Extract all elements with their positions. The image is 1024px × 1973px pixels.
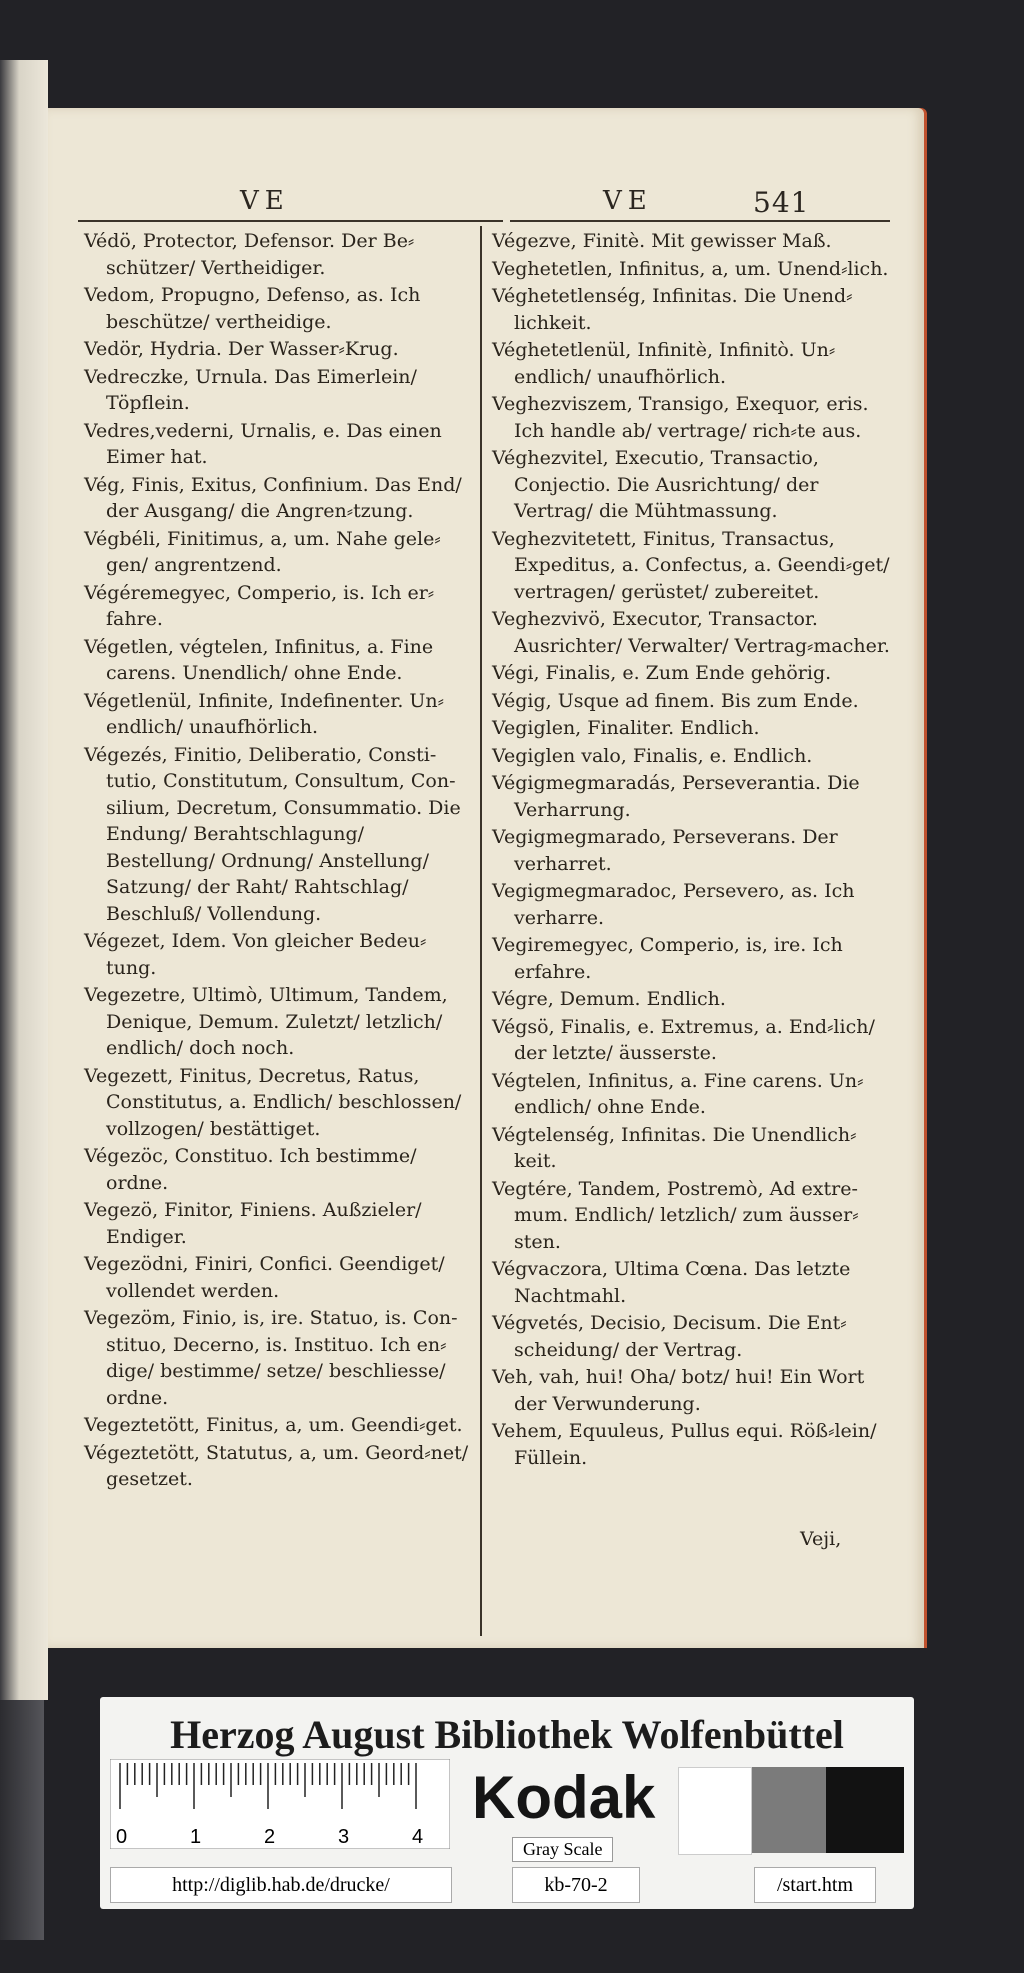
column-divider <box>480 226 482 1636</box>
dictionary-entry: Végre, Demum. Endlich. <box>492 988 726 1010</box>
source-url: http://diglib.hab.de/drucke/ <box>110 1867 452 1903</box>
dictionary-entry: Végetlenül, Infinite, Indefinenter. Un⸗endlich/ unaufhörlich. <box>84 689 444 738</box>
ruler-mark: 2 <box>264 1826 276 1848</box>
running-head-left: VE <box>240 186 290 216</box>
book-page <box>48 108 924 1648</box>
dictionary-entry: Végezés, Finitio, Deliberatio, Consti-tutio, Constitutum, Consultum, Con-silium, Decretum, Consummatio. Die Endung/ Berahtschlagung/ Bestellung/ Ordnung/ Anstellung/ Satzung/ der Raht/ Rahtschlag/ Beschluß/ Vollendung. <box>84 743 461 925</box>
dictionary-entry: Végezet, Idem. Von gleicher Bedeu⸗tung. <box>84 930 427 979</box>
gray-swatch <box>752 1767 826 1853</box>
gray-scale-label: Gray Scale <box>512 1837 613 1862</box>
dictionary-entry: Vedres,vederni, Urnalis, e. Das einen Eimer hat. <box>84 419 442 468</box>
dictionary-entry: Végtelen, Infinitus, a. Fine carens. Un⸗endlich/ ohne Ende. <box>492 1069 864 1118</box>
dictionary-entry: Vegezetre, Ultimò, Ultimum, Tandem, Denique, Demum. Zuletzt/ letzlich/ endlich/ doch noch. <box>84 984 448 1059</box>
dictionary-entry: Véghetetlenség, Infinitas. Die Unend⸗lichkeit. <box>492 285 853 334</box>
adjacent-page-edge <box>0 60 48 1700</box>
dictionary-entry: Végig, Usque ad finem. Bis zum Ende. <box>492 689 859 712</box>
dictionary-entry: Végbéli, Finitimus, a, um. Nahe gele⸗gen/ angrentzend. <box>84 527 441 576</box>
dictionary-entry: Végetlen, végtelen, Infinitus, a. Fine carens. Unendlich/ ohne Ende. <box>84 635 434 684</box>
dictionary-entry: Vegiglen valo, Finalis, e. Endlich. <box>492 744 813 767</box>
catchword: Veji, <box>800 1528 842 1550</box>
black-swatch <box>826 1767 904 1853</box>
dictionary-entry: Vegiglen, Finaliter. Endlich. <box>492 717 760 739</box>
header-rule-right <box>510 220 890 222</box>
white-swatch <box>678 1767 752 1855</box>
dictionary-entry: Vegigmegmarado, Perseverans. Der verharret. <box>492 826 838 875</box>
dictionary-entry: Végsö, Finalis, e. Extremus, a. End⸗lich/ der letzte/ äusserste. <box>492 1015 875 1064</box>
ruler-mark: 4 <box>412 1826 424 1848</box>
dictionary-entry: Vedom, Propugno, Defenso, as. Ich beschütze/ vertheidige. <box>84 284 421 333</box>
dictionary-entry: Veghezviszem, Transigo, Exequor, eris. Ich handle ab/ vertrage/ rich⸗te aus. <box>492 393 869 442</box>
dictionary-entry: Vegiremegyec, Comperio, is, ire. Ich erfahre. <box>492 934 843 983</box>
dictionary-entry: Vegezödni, Finiri, Confici. Geendiget/ vollendet werden. <box>84 1253 445 1302</box>
dictionary-entry: Véghezvitel, Executio, Transactio, Conjectio. Die Ausrichtung/ der Vertrag/ die Mühtmassung. <box>492 447 819 522</box>
color-target-card <box>100 1697 914 1909</box>
dictionary-entry: Végvetés, Decisio, Decisum. Die Ent⸗scheidung/ der Vertrag. <box>492 1312 847 1361</box>
dictionary-entry: Veghetetlen, Infinitus, a, um. Unend⸗lich. <box>492 257 889 280</box>
start-page-label: /start.htm <box>754 1867 876 1903</box>
dictionary-entry: Veghezvivö, Executor, Transactor. Ausrichter/ Verwalter/ Vertrag⸗macher. <box>492 608 890 657</box>
left-column <box>84 228 472 1494</box>
running-head-right: VE <box>603 186 653 216</box>
dictionary-entry: Vedreczke, Urnula. Das Eimerlein/ Töpflein. <box>84 365 417 414</box>
ruler-scale <box>110 1759 450 1849</box>
dictionary-entry: Vedör, Hydria. Der Wasser⸗Krug. <box>84 338 399 360</box>
header-rule-left <box>78 220 503 222</box>
page-number: 541 <box>753 186 810 219</box>
dictionary-entry: Végéremegyec, Comperio, is. Ich er⸗fahre. <box>84 581 435 630</box>
dictionary-entry: Vegezett, Finitus, Decretus, Ratus, Constitutus, a. Endlich/ beschlossen/ vollzogen/ bestättiget. <box>84 1064 462 1140</box>
library-name: Herzog August Bibliothek Wolfenbüttel <box>170 1712 844 1757</box>
dictionary-entry: Végi, Finalis, e. Zum Ende gehörig. <box>492 662 832 684</box>
dictionary-entry: Vegigmegmaradoc, Persevero, as. Ich verharre. <box>492 880 855 929</box>
dictionary-entry: Végeztetött, Statutus, a, um. Geord⸗net/ gesetzet. <box>84 1441 469 1490</box>
ruler-mark: 1 <box>190 1826 202 1848</box>
book-spine-shadow <box>0 1700 44 1940</box>
dictionary-entry: Végigmegmaradás, Perseverantia. Die Verharrung. <box>492 772 860 821</box>
kodak-logo: Kodak <box>472 1764 656 1831</box>
dictionary-entry: Végezve, Finitè. Mit gewisser Maß. <box>492 230 832 252</box>
dictionary-entry: Végvaczora, Ultima Cœna. Das letzte Nachtmahl. <box>492 1258 851 1307</box>
dictionary-entry: Vegeztetött, Finitus, a, um. Geendi⸗get. <box>84 1414 463 1436</box>
dictionary-entry: Veghezvitetett, Finitus, Transactus, Expeditus, a. Confectus, a. Geendi⸗get/ vertragen/ gerüstet/ zubereitet. <box>492 527 890 603</box>
ruler-mark: 3 <box>338 1826 350 1848</box>
dictionary-entry: Vehem, Equuleus, Pullus equi. Röß⸗lein/ Füllein. <box>492 1420 877 1469</box>
ruler-mark: 0 <box>116 1826 128 1848</box>
shelfmark: kb-70-2 <box>512 1867 640 1903</box>
dictionary-entry: Vegtére, Tandem, Postremò, Ad extre-mum. Endlich/ letzlich/ zum äusser⸗sten. <box>492 1177 859 1253</box>
dictionary-entry: Vég, Finis, Exitus, Confinium. Das End/ der Ausgang/ die Angren⸗tzung. <box>84 473 462 522</box>
dictionary-entry: Végtelenség, Infinitas. Die Unendlich⸗keit. <box>492 1123 857 1172</box>
dictionary-entry: Vegezö, Finitor, Finiens. Außzieler/ Endiger. <box>84 1199 422 1248</box>
dictionary-entry: Védö, Protector, Defensor. Der Be⸗schützer/ Vertheidiger. <box>84 230 415 279</box>
right-column <box>492 228 892 1472</box>
dictionary-entry: Véghetetlenül, Infinitè, Infinitò. Un⸗endlich/ unaufhörlich. <box>492 339 836 388</box>
dictionary-entry: Végezöc, Constituo. Ich bestimme/ ordne. <box>84 1145 417 1194</box>
dictionary-entry: Vegezöm, Finio, is, ire. Statuo, is. Con-stituo, Decerno, is. Instituo. Ich en⸗dige/ bestimme/ setze/ beschliesse/ ordne. <box>84 1307 458 1409</box>
dictionary-entry: Veh, vah, hui! Oha/ botz/ hui! Ein Wort der Verwunderung. <box>492 1366 865 1415</box>
